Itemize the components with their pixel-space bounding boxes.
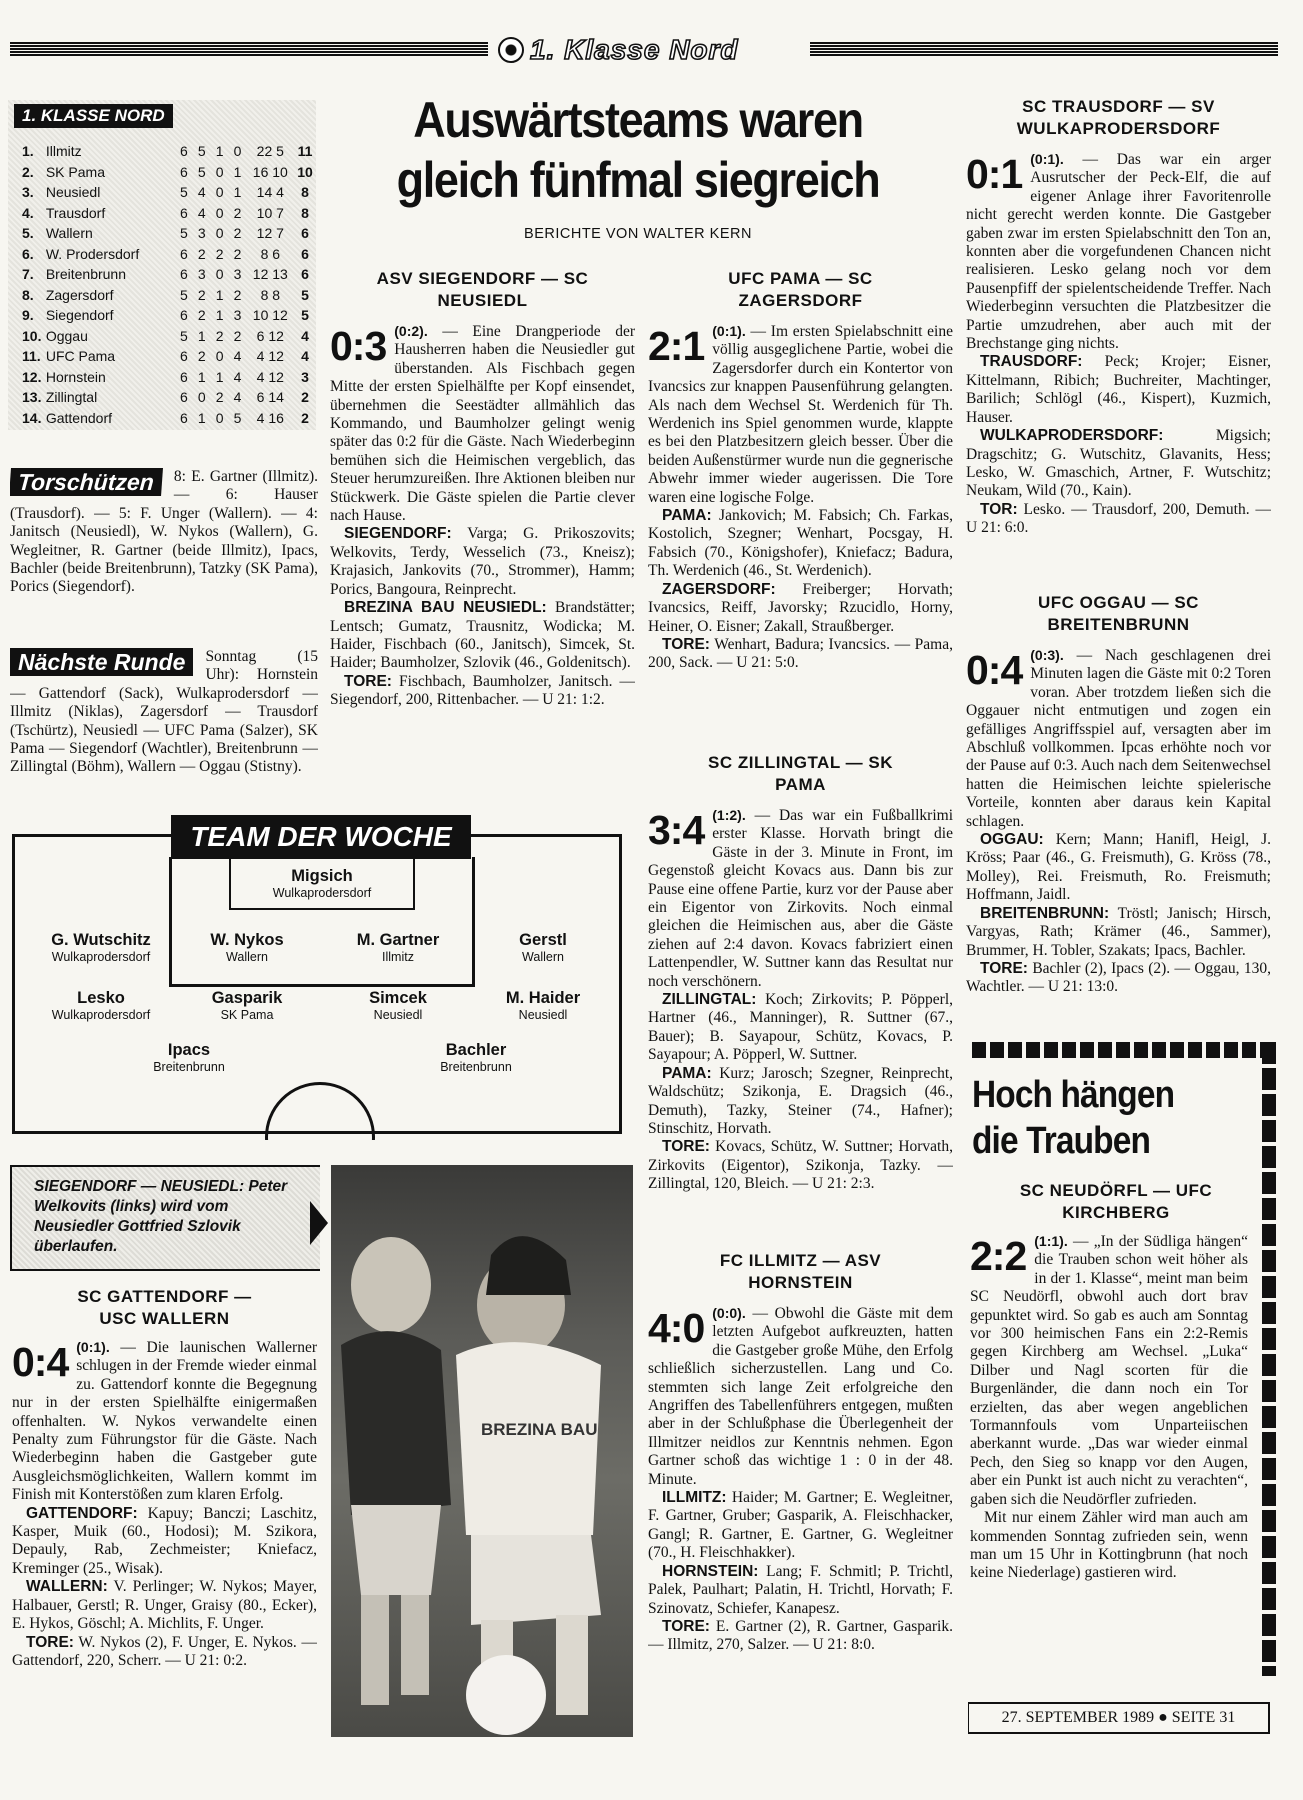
lineup-line xyxy=(330,673,635,710)
games-cell: 5 xyxy=(180,286,188,303)
lineup-text: Freiberger; Horvath; Ivancsics, Reiff, Javorsky; Rzucidlo, Horny, Heiner, O. Eisner; Zakall, Straußberger. xyxy=(648,580,953,635)
draws-cell: 2 xyxy=(215,245,224,262)
points-cell: 8 xyxy=(301,184,309,201)
football-icon xyxy=(498,37,524,63)
match-title: ASV SIEGENDORF — SC NEUSIEDL xyxy=(376,269,589,310)
wins-cell: 5 xyxy=(197,163,206,180)
page-footer xyxy=(968,1702,1270,1734)
match-title: UFC OGGAU — SC BREITENBRUNN xyxy=(1038,593,1199,634)
headline-block xyxy=(338,90,938,260)
next-round-block xyxy=(10,648,318,798)
points-cell: 6 xyxy=(301,225,309,242)
halftime-score: (0:0). xyxy=(712,1305,746,1321)
table-row xyxy=(22,162,316,183)
sidebar-article xyxy=(966,1042,1276,1676)
next-round-label: Nächste Runde xyxy=(10,648,193,676)
losses-cell: 3 xyxy=(233,307,242,324)
report-text: — Eine Drangperiode der Hausherren haben die Neusiedler gut überstanden. Als Fischbach gegen Mitte der ersten Spielhälfte per Kopf einsendet, übernehmen die Seestädter allmählich das Kommando, und Baumholzer gelingt wenig später das 0:2 für die Gäste. Nach Wiederbeginn bemühen sich die Heimischen vergeblich, das Steuer herumzureißen. Ihre Aktionen bleiben nur Stückwerk. Die Gäste spielen die Partie clever nach Hause. xyxy=(330,323,635,525)
lineup-label: BREITENBRUNN: xyxy=(980,904,1110,922)
lineup-label: TORE: xyxy=(662,635,710,653)
losses-cell: 0 xyxy=(233,143,242,160)
section-banner xyxy=(498,36,804,64)
match-score: 0:4 xyxy=(966,647,1023,693)
wins-cell: 4 xyxy=(197,204,206,221)
team-cell: Breitenbrunn xyxy=(45,266,127,283)
player-club: Breitenbrunn xyxy=(440,1060,512,1074)
lineup-label: TORE: xyxy=(26,1633,74,1651)
lineup-line xyxy=(966,831,1271,905)
league-table xyxy=(8,100,316,430)
draws-cell: 1 xyxy=(215,286,224,303)
wins-cell: 2 xyxy=(197,245,206,262)
halftime-score: (0:1). xyxy=(712,323,746,339)
lineup-line xyxy=(648,1138,953,1193)
goals-cell: 12 13 xyxy=(252,266,288,283)
lineup-label: TORE: xyxy=(662,1617,710,1635)
games-cell: 6 xyxy=(180,266,188,283)
player-club: Wulkaprodersdorf xyxy=(272,886,372,900)
table-row xyxy=(22,305,316,326)
shirt-sponsor-text: BREZINA BAU xyxy=(481,1420,598,1439)
lineup-label: ZILLINGTAL: xyxy=(662,991,757,1009)
match-title: FC ILLMITZ — ASV HORNSTEIN xyxy=(719,1251,882,1292)
team-cell: Siegendorf xyxy=(45,307,114,324)
players-illustration xyxy=(331,1165,633,1737)
wins-cell: 5 xyxy=(197,143,206,160)
report-text: — Das war ein arger Ausrutscher der Peck-Elf, die auf eigener Anlage ihrer Favoritenrolle nicht gerecht werden konnte. Die Gastgeber gaben zwar im ersten Spielabschnitt den Ton an, konnten aber die vorgefundenen Chancen nicht realisieren. Lesko gelang noch vor dem Pausenpfiff der spielentscheidende Treffer. Nach Wiederbeginn versuchten die Platzbesitzer die Partie umzudrehen, aber auch mit der Brechstange ging nichts. xyxy=(966,151,1271,353)
lineup-line xyxy=(12,1505,317,1579)
match-title: SC ZILLINGTAL — SK PAMA xyxy=(708,753,893,794)
player-name: Bachler xyxy=(445,1041,507,1059)
player-club: Wulkaprodersdorf xyxy=(51,950,151,964)
losses-cell: 1 xyxy=(233,163,242,180)
draws-cell: 0 xyxy=(215,266,224,283)
byline: BERICHTE VON WALTER KERN xyxy=(524,226,752,242)
rank-cell: 5. xyxy=(22,225,34,242)
match-score: 2:1 xyxy=(648,323,705,369)
match-gattendorf xyxy=(12,1286,317,1768)
lineup-label: PAMA: xyxy=(662,1064,712,1082)
lineup-text: Varga; G. Prikoszovits; Welkovits, Terdy, Wesselich (73., Kneisz); Krajasich, Jankovits (70., Strommer), Hamm; Porics, Bangoura, Reinprecht. xyxy=(330,525,635,598)
table-body xyxy=(22,141,316,428)
games-cell: 6 xyxy=(180,163,188,180)
report-text: — Im ersten Spielabschnitt eine völlig ausgeglichene Partie, wobei die Zagersdorfer durch ein Kontertor von Ivancsics zur knappen Pausenführung gelangten. Als nach dem Wechsel St. Werdenich für Th. Werdenich ins Spiel genommen wurde, klappte es bei den Platzbesitzern gleich besser. Über die beiden Außenstürmer wurde nun die gegnerische Abwehr immer wieder augerissen. Die Tore waren eine logische Folge. xyxy=(648,323,953,506)
draws-cell: 0 xyxy=(215,184,224,201)
player-name: Lesko xyxy=(77,989,125,1007)
report-paragraph: Mit nur einem Zähler wird man auch am kommenden Sonntag zufrieden sein, wenn man um 15 Uhr in Kottingbrunn (hat noch keine Niederlage) gastieren wird. xyxy=(970,1509,1248,1582)
points-cell: 2 xyxy=(301,409,309,426)
losses-cell: 2 xyxy=(233,286,242,303)
draws-cell: 0 xyxy=(215,163,224,180)
football-icon xyxy=(466,1655,546,1735)
team-cell: Zagersdorf xyxy=(45,286,114,303)
team-cell: SK Pama xyxy=(45,163,105,180)
lineup-line xyxy=(966,905,1271,960)
wins-cell: 1 xyxy=(197,409,206,426)
rank-cell: 4. xyxy=(22,204,34,221)
lineup-text: Kern; Mann; Hanifl, Heigl, J. Kröss; Paar (46., G. Freismuth), G. Kröss (78., Molley), Rei. Freismuth, Ro. Freismuth; Hoffmann, Jaidl. xyxy=(966,831,1271,904)
losses-cell: 2 xyxy=(233,225,242,242)
match-oggau xyxy=(966,592,1271,1064)
match-title: SC TRAUSDORF — SV WULKAPRODERSDORF xyxy=(1016,97,1221,138)
lineup-label: WALLERN: xyxy=(26,1578,108,1596)
points-cell: 6 xyxy=(301,266,309,283)
match-score: 0:1 xyxy=(966,151,1023,197)
table-row xyxy=(22,346,316,367)
lineup-line xyxy=(12,1578,317,1633)
losses-cell: 5 xyxy=(233,409,242,426)
lineup-text: Haider; M. Gartner; E. Wegleitner, F. Gartner, Gruber; Gasparik, A. Fleischhacker, Gangl; R. Gartner, E. Gartner, G. Wegleitner (70., H. Fleischhakker). xyxy=(648,1489,953,1562)
games-cell: 6 xyxy=(180,307,188,324)
halftime-score: (1:1). xyxy=(1034,1233,1068,1249)
lineup-text: Fischbach, Baumholzer, Janitsch. — Siegendorf, 200, Rittenbacher. — U 21: 1:2. xyxy=(330,672,635,709)
goals-cell: 4 12 xyxy=(256,348,284,365)
team-cell: Wallern xyxy=(45,225,93,242)
draws-cell: 2 xyxy=(215,389,224,406)
losses-cell: 1 xyxy=(233,184,242,201)
wins-cell: 2 xyxy=(197,348,206,365)
lineup-text: Lesko. — Trausdorf, 200, Demuth. — U 21: 6:0. xyxy=(966,500,1271,537)
player-club: Neusiedl xyxy=(373,1008,423,1022)
wins-cell: 4 xyxy=(197,184,206,201)
lineup-label: ZAGERSDORF: xyxy=(662,580,776,598)
wins-cell: 2 xyxy=(197,286,206,303)
match-illmitz xyxy=(648,1250,953,1776)
top-rule xyxy=(10,36,1278,64)
games-cell: 6 xyxy=(180,389,188,406)
lineup-line xyxy=(966,960,1271,997)
player-club: Breitenbrunn xyxy=(153,1060,225,1074)
team-of-week-title: TEAM DER WOCHE xyxy=(171,815,471,859)
draws-cell: 2 xyxy=(215,327,224,344)
points-cell: 5 xyxy=(301,286,309,303)
losses-cell: 4 xyxy=(233,368,242,385)
games-cell: 5 xyxy=(180,184,188,201)
wins-cell: 3 xyxy=(197,266,206,283)
lineup-label: TOR: xyxy=(980,500,1018,518)
scorers-label: Torschützen xyxy=(10,468,163,496)
lineup-line xyxy=(648,636,953,673)
table-row xyxy=(22,264,316,285)
match-title: UFC PAMA — SC ZAGERSDORF xyxy=(728,269,873,310)
losses-cell: 2 xyxy=(233,327,242,344)
halftime-score: (0:2). xyxy=(394,323,428,339)
halftime-score: (1:2). xyxy=(712,807,746,823)
lineup-text: W. Nykos (2), F. Unger, E. Nykos. — Gattendorf, 220, Scherr. — U 21: 0:2. xyxy=(12,1633,317,1669)
report-text: — Obwohl die Gäste mit dem letzten Aufgebot aufkreuzten, hatten die Gastgeber große Mühe, den Erfolg schließlich sicherzustellen. Lang und Co. stemmten sich lange Zeit erfolgreiche den Angriffen des Tabellenführers entgegen, mußten aber in der Schlußphase die Überlegenheit der Illmitzer neidlos zur Kenntnis nehmen. Egon Gartner schoß das wichtige 1 : 0 in der 48. Minute. xyxy=(648,1305,953,1488)
wins-cell: 1 xyxy=(197,368,206,385)
team-cell: UFC Pama xyxy=(45,348,116,365)
team-cell: Hornstein xyxy=(45,368,106,385)
team-cell: W. Prodersdorf xyxy=(45,245,140,262)
rank-cell: 8. xyxy=(22,286,34,303)
player-name: W. Nykos xyxy=(210,931,284,949)
lineup-line xyxy=(648,1489,953,1563)
table-row xyxy=(22,326,316,347)
headline: Auswärtsteams waren gleich fünfmal siegreich xyxy=(396,92,880,208)
points-cell: 10 xyxy=(297,163,313,180)
player-club: Wallern xyxy=(522,950,564,964)
table-row xyxy=(22,182,316,203)
losses-cell: 2 xyxy=(233,245,242,262)
lineup-label: ILLMITZ: xyxy=(662,1489,727,1507)
rank-cell: 6. xyxy=(22,245,34,262)
rank-cell: 14. xyxy=(22,409,42,426)
lineup-text: Koch; Zirkovits; P. Pöpperl, Hartner (46., Manninger), R. Suttner (67., Bauer); B. Sayapour, Schütz, Kovacs, P. Sayapour; A. Pöpperl, W. Suttner. xyxy=(648,991,953,1064)
goals-cell: 14 4 xyxy=(256,184,284,201)
games-cell: 6 xyxy=(180,245,188,262)
match-score: 3:4 xyxy=(648,807,705,853)
photo-caption: SIEGENDORF — NEUSIEDL: Peter Welkovits (links) wird vom Neusiedler Gottfried Szlovik überlaufen. xyxy=(34,1178,288,1255)
match-score: 2:2 xyxy=(970,1233,1027,1279)
report-text: — Nach geschlagenen drei Minuten lagen die Gäste mit 0:2 Toren voran. Aber trotzdem ließen sich die Oggauer nicht entmutigen und zogen ein gefälliges Angriffsspiel auf, versagten aber im Abschluß vollkommen. Ipcas erhöhte noch vor der Pause auf 0:3. Auch nach dem Seitenwechsel hatten die Heimischen leichte spielerische Vorteile, konnten aber daraus kein Kapital schlagen. xyxy=(966,647,1271,830)
halftime-score: (0:1). xyxy=(1030,151,1064,167)
report-text: — „In der Südliga hängen“ die Trauben schon weit höher als in der 1. Klasse“, meint man beim SC Neudörfl, obwohl auch dort brav gepunktet wird. So gab es auch am Sonntag vor 300 heimischen Fans ein 2:2-Remis gegen Kirchberg am Wechsel. „Luka“ Dilber und Nagl scorten für die Burgenländer, die dann noch ein Tor erzielten, das aber wegen angeblichen Tormannfouls vom Unparteiischen aberkannt wurde. „Das war wieder einmal Pech, den Sieg so knapp vor den Augen, aber ein Punkt ist auch nicht zu verachten“, gaben sich die Neudörfler zufrieden. xyxy=(970,1233,1248,1508)
points-cell: 8 xyxy=(301,204,309,221)
match-score: 4:0 xyxy=(648,1305,705,1351)
lineup-text: Wenhart, Badura; Ivancsics. — Pama, 200, Sack. — U 21: 5:0. xyxy=(648,635,953,672)
table-row xyxy=(22,223,316,244)
match-score: 0:3 xyxy=(330,323,387,369)
games-cell: 6 xyxy=(180,348,188,365)
lineup-text: Tröstl; Janisch; Hirsch, Vargyas, Rath; Krämer (46., Sammer), Brummer, H. Tobler, Szakats; Ipacs, Bachler. xyxy=(966,904,1271,959)
rank-cell: 10. xyxy=(22,327,42,344)
lineup-line xyxy=(330,525,635,599)
rank-cell: 12. xyxy=(22,368,42,385)
lineup-line xyxy=(966,427,1271,501)
sidebar-headline: Hoch hängen die Trauben xyxy=(972,1074,1175,1162)
match-title: SC GATTENDORF — USC WALLERN xyxy=(77,1287,252,1328)
player-name: Gerstl xyxy=(519,931,567,949)
games-cell: 6 xyxy=(180,409,188,426)
table-row xyxy=(22,408,316,429)
goals-cell: 12 7 xyxy=(256,225,284,242)
team-of-week xyxy=(12,821,622,1134)
scorers-block xyxy=(10,468,318,628)
lineup-line xyxy=(966,353,1271,427)
goals-cell: 16 10 xyxy=(252,163,288,180)
draws-cell: 1 xyxy=(215,307,224,324)
lineup-text: Lang; F. Schmitl; P. Trichtl, Palek, Paulhart; Palatin, H. Trichtl, Horvath; F. Szinovatz, Schiefer, Kanapesz. xyxy=(648,1562,953,1617)
lineup-line xyxy=(12,1634,317,1671)
box-right-rule xyxy=(1262,1042,1276,1676)
table-row xyxy=(22,141,316,162)
lineup-label: TRAUSDORF: xyxy=(980,353,1083,371)
team-cell: Zillingtal xyxy=(45,389,98,406)
lineup-text: Kurz; Jarosch; Szegner, Reinprecht, Waldschütz; Szikonja, E. Dragsich (46., Demuth), Tazky, Steiner (74., Hafner); Stinschitz, Horvath. xyxy=(648,1064,953,1137)
lineup-text: Kapuy; Banczi; Laschitz, Kasper, Muik (60., Hodosi); M. Szikora, Depauly, Rab, Zechmeister; Kniefacz, Kreminger (25., Wisak). xyxy=(12,1504,317,1577)
report-text: — Das war ein Fußballkrimi erster Klasse. Horvath bringt die Gäste in der 3. Minute in Front, im Gegenstoß gleicht Kovacs aus. Dann bis zur Pause eine offene Partie, kurz vor der Pause aber ein Eigentor von Zirkovits. Noch einmal gleichen die Heimischen aus, aber die Gäste ziehen auf 2:4 davon. Kovacs fabriziert einen Lattenpendler, W. Suttner kann das Resultat nur noch verschönern. xyxy=(648,807,953,990)
player-name: M. Gartner xyxy=(356,931,440,949)
lineup-text: Peck; Krojer; Eisner, Kittelmann, Ribich; Buchreiter, Machtinger, Barilich; Schlögl (46., Kispert), Kuzmich, Hauser. xyxy=(966,353,1271,426)
lineup-line xyxy=(648,1618,953,1655)
table-row xyxy=(22,203,316,224)
draws-cell: 1 xyxy=(215,143,224,160)
lineup-label: WULKAPRODERSDORF: xyxy=(980,427,1164,445)
losses-cell: 3 xyxy=(233,266,242,283)
player-name: Gasparik xyxy=(211,989,283,1007)
goals-cell: 8 8 xyxy=(260,286,281,303)
photo-caption-box xyxy=(10,1165,320,1271)
points-cell: 4 xyxy=(301,348,309,365)
table-row xyxy=(22,244,316,265)
halftime-score: (0:3). xyxy=(1030,647,1064,663)
points-cell: 3 xyxy=(301,368,309,385)
player-name: Simcek xyxy=(369,989,427,1007)
draws-cell: 0 xyxy=(215,225,224,242)
losses-cell: 4 xyxy=(233,348,242,365)
games-cell: 5 xyxy=(180,327,188,344)
caption-arrow-icon xyxy=(310,1201,328,1245)
rank-cell: 11. xyxy=(22,348,41,365)
goals-cell: 6 14 xyxy=(256,389,284,406)
match-siegendorf xyxy=(330,268,635,792)
table-row xyxy=(22,367,316,388)
player-club: Wallern xyxy=(226,950,268,964)
goals-cell: 22 5 xyxy=(256,143,284,160)
team-cell: Illmitz xyxy=(45,143,82,160)
games-cell: 6 xyxy=(180,204,188,221)
draws-cell: 0 xyxy=(215,204,224,221)
lineup-text: Bachler (2), Ipacs (2). — Oggau, 130, Wachtler. — U 21: 13:0. xyxy=(966,959,1271,996)
footer-text: 27. SEPTEMBER 1989 ● SEITE 31 xyxy=(1001,1709,1236,1726)
goals-cell: 6 12 xyxy=(256,327,284,344)
player-name: M. Haider xyxy=(505,989,581,1007)
games-cell: 5 xyxy=(180,225,188,242)
report-text: — Die launischen Wallerner schlugen in der Fremde wieder einmal zu. Gattendorf konnte die Begegnung nur in der ersten Spielhälfte einigermaßen offenhalten. W. Nykos verwandelte einen Penalty zum Führungstor für die Gäste. Nach Wiederbeginn haben die Gastgeber gute Ausgleichsmöglichkeiten, Wallern kommt im Finish mit Konterstößen zum klaren Erfolg. xyxy=(12,1339,317,1504)
points-cell: 6 xyxy=(301,245,309,262)
rank-cell: 9. xyxy=(22,307,34,324)
games-cell: 6 xyxy=(180,368,188,385)
table-title: 1. KLASSE NORD xyxy=(14,104,173,128)
lineup-label: BREZINA BAU NEUSIEDL: xyxy=(344,599,547,617)
match-score: 0:4 xyxy=(12,1339,69,1385)
points-cell: 11 xyxy=(297,143,313,160)
rank-cell: 3. xyxy=(22,184,34,201)
match-photo xyxy=(331,1165,633,1737)
match-pama xyxy=(648,268,953,787)
team-cell: Gattendorf xyxy=(45,409,112,426)
team-cell: Neusiedl xyxy=(45,184,101,201)
lineup-label: GATTENDORF: xyxy=(26,1504,138,1522)
lineup-text: Brandstätter; Lentsch; Gumatz, Trausnitz, Wodicka; M. Haider, Fischbach (60., Janitsch), Simcek, St. Haider; Baumholzer, Szlovik (46., Goldenitsch). xyxy=(330,599,635,672)
lineup-label: HORNSTEIN: xyxy=(662,1562,759,1580)
wins-cell: 3 xyxy=(197,225,206,242)
next-round-text: Sonntag (15 Uhr): Hornstein — Gattendorf (Sack), Wulkaprodersdorf — Illmitz (Niklas), Zagersdorf — Trausdorf (Tschürtz), Neusiedl — UFC Pama (Salzer), SK Pama — Siegendorf (Wachtler), Breitenbrunn — Zillingtal (Böhm), Wallern — Oggau (Stistny). xyxy=(10,648,318,776)
draws-cell: 0 xyxy=(215,409,224,426)
match-title: SC NEUDÖRFL — UFC KIRCHBERG xyxy=(1019,1181,1213,1222)
lineup-line xyxy=(648,581,953,636)
rank-cell: 13. xyxy=(22,389,42,406)
goals-cell: 4 16 xyxy=(256,409,284,426)
box-top-rule xyxy=(972,1042,1276,1058)
lineup-text: V. Perlinger; W. Nykos; Mayer, Halbauer, Gerstl; R. Unger, Graisy (80., Ecker), E. Hykos, Göschl; A. Michlits, F. Unger. xyxy=(12,1578,317,1633)
rank-cell: 7. xyxy=(22,266,34,283)
lineup-label: OGGAU: xyxy=(980,831,1044,849)
lineup-line xyxy=(330,599,635,673)
lineup-text: Kovacs, Schütz, W. Suttner; Horvath, Zirkovits (Eigentor), Szikonja, Tazky. — Zillingtal, 120, Bleich. — U 21: 2:3. xyxy=(648,1138,953,1193)
draws-cell: 0 xyxy=(215,348,224,365)
halftime-score: (0:1). xyxy=(76,1339,110,1355)
team-cell: Oggau xyxy=(45,327,88,344)
lineup-text: Migsich; Dragschitz; G. Wutschitz, Glavanits, Hess; Lesko, W. Gmaschich, Artner, F. Wutschitz; Neukam, Wild (70., Kain). xyxy=(966,427,1271,500)
lineup-text: Jankovich; M. Fabsich; Ch. Farkas, Kostolich, Szegner; Wenhart, Pocsgay, H. Fabsich (70., Königshofer), Kniefacz; Badura, Th. Werdenich (46., St. Werdenich). xyxy=(648,507,953,580)
match-zillingtal xyxy=(648,752,953,1258)
match-trausdorf xyxy=(966,96,1271,628)
lineup-label: SIEGENDORF: xyxy=(344,525,452,543)
lineup-line xyxy=(648,507,953,581)
lineup-line xyxy=(648,1065,953,1139)
goals-cell: 8 6 xyxy=(260,245,281,262)
draws-cell: 1 xyxy=(215,368,224,385)
player-name: Migsich xyxy=(291,867,353,885)
losses-cell: 4 xyxy=(233,389,242,406)
team-cell: Trausdorf xyxy=(45,204,106,221)
lineup-label: PAMA: xyxy=(662,507,712,525)
player-club: SK Pama xyxy=(220,1008,274,1022)
player-name: Ipacs xyxy=(167,1041,211,1059)
lineup-line xyxy=(648,1563,953,1618)
lineup-line xyxy=(966,501,1271,538)
table-row xyxy=(22,285,316,306)
wins-cell: 2 xyxy=(197,307,206,324)
lineup-label: TORE: xyxy=(662,1138,710,1156)
goals-cell: 10 12 xyxy=(252,307,288,324)
rank-cell: 2. xyxy=(22,163,34,180)
player-club: Wulkaprodersdorf xyxy=(51,1008,151,1022)
points-cell: 4 xyxy=(301,327,309,344)
table-row xyxy=(22,387,316,408)
lineup-label: TORE: xyxy=(980,959,1028,977)
lineup-line xyxy=(648,991,953,1065)
scorers-text: 8: E. Gartner (Illmitz). — 6: Hauser (Trausdorf). — 5: F. Unger (Wallern). — 4: Janitsch (Neusiedl), W. Nykos (Wallern), G. Wegleitner, R. Gartner (beide Illmitz), Ipacs, Bachler (beide Breitenbrunn), Tatzky (SK Pama), Porics (Siegendorf). xyxy=(10,468,318,596)
goals-cell: 4 12 xyxy=(256,368,284,385)
goals-cell: 10 7 xyxy=(256,204,284,221)
player-club: Illmitz xyxy=(382,950,414,964)
wins-cell: 1 xyxy=(197,327,206,344)
section-title: 1. Klasse Nord xyxy=(530,34,739,65)
lineup-label: TORE: xyxy=(344,672,392,690)
points-cell: 5 xyxy=(301,307,309,324)
wins-cell: 0 xyxy=(197,389,206,406)
losses-cell: 2 xyxy=(233,204,242,221)
lineup-text: E. Gartner (2), R. Gartner, Gasparik. — Illmitz, 270, Salzer. — U 21: 8:0. xyxy=(648,1617,953,1654)
player-club: Neusiedl xyxy=(518,1008,568,1022)
games-cell: 6 xyxy=(180,143,188,160)
rank-cell: 1. xyxy=(22,143,34,160)
player-name: G. Wutschitz xyxy=(51,931,151,949)
points-cell: 2 xyxy=(301,389,309,406)
